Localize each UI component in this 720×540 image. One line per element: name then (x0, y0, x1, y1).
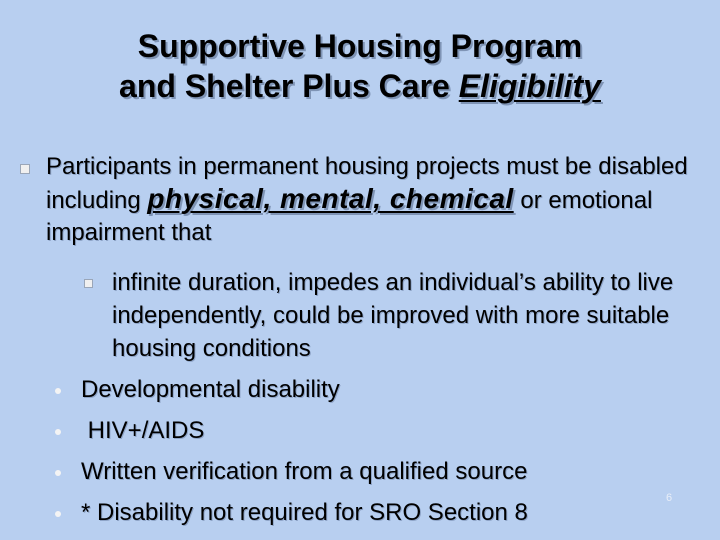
list-item (55, 417, 655, 458)
list-item-text: Written verification from a qualified source (81, 458, 528, 485)
dot-bullet-icon (55, 470, 61, 476)
slide-title (0, 26, 720, 106)
dot-bullet-list (55, 376, 655, 540)
title-emphasis: Eligibility (458, 68, 601, 104)
list-item (55, 499, 655, 540)
square-bullet-icon (84, 279, 93, 288)
main-bullet-text (46, 151, 706, 249)
main-bullet-emphasis: physical, mental, chemical (147, 183, 514, 214)
dot-bullet-icon (55, 388, 61, 394)
page-number: 6 (666, 492, 673, 504)
sub-bullet-text: infinite duration, impedes an individual’s ability to live independently, could be improved with more suitable housing conditions (112, 269, 674, 362)
list-item (55, 458, 655, 499)
dot-bullet-icon (55, 511, 61, 517)
title-line-2-text: and Shelter Plus Care (119, 68, 459, 104)
dot-bullet-icon (55, 429, 61, 435)
list-item (55, 376, 655, 417)
list-item-text: HIV+/AIDS (81, 417, 205, 444)
list-item-text: * Disability not required for SRO Section 8 (81, 499, 528, 526)
list-item-text: Developmental disability (81, 376, 340, 403)
title-line-2 (0, 66, 720, 106)
square-bullet-icon (20, 164, 30, 174)
main-bullet-text-after: or emotional impairment that (46, 187, 653, 246)
title-line-1: Supportive Housing Program (137, 28, 583, 64)
main-bullet-text-before: Participants in permanent housing projects must be disabled including (46, 153, 688, 214)
